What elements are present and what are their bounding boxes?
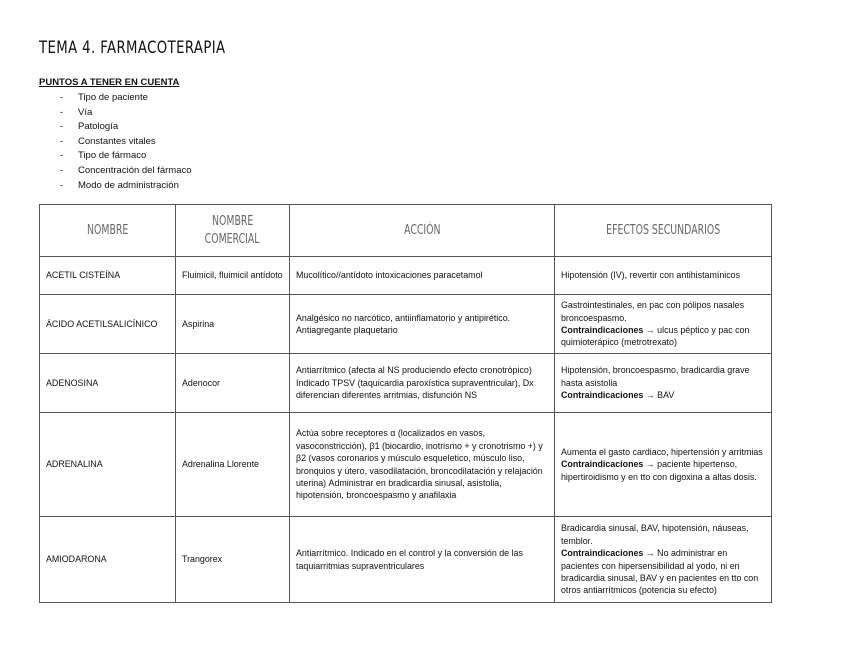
header-nombre: NOMBRE — [40, 205, 176, 257]
cell-accion: Antiarrítmico (afecta al NS produciendo efecto cronotrópico) Indicado TPSV (taquicardia paroxística supraventricular), Dx diferencian diferentes arritmias, disfunción NS — [290, 354, 555, 413]
section-title: PUNTOS A TENER EN CUENTA — [39, 77, 180, 88]
cell-efectos: Hipotensión (IV), revertir con antihistamínicos — [555, 257, 772, 295]
list-item: - Modo de administración — [56, 179, 192, 194]
cell-comercial: Adrenalina Llorente — [176, 413, 290, 517]
table-row — [40, 257, 772, 295]
table-row — [40, 295, 772, 354]
table-row — [40, 517, 772, 603]
list-item: - Vía — [56, 106, 192, 121]
table-header-row — [40, 205, 772, 257]
cell-efectos: Bradicardia sinusal, BAV, hipotensión, náuseas, temblor. Contraindicaciones → No administrar en pacientes con hipersensibilidad al yodo, ni en bradicardia sinusal, BAV y en pacientes en tto con otros antiarrítmicos (potencia su efecto) — [555, 517, 772, 603]
cell-efectos: Hipotensión, broncoespasmo, bradicardia grave hasta asistolia Contraindicaciones → BAV — [555, 354, 772, 413]
header-nombre-comercial: NOMBRE COMERCIAL — [176, 205, 290, 257]
list-item: - Tipo de paciente — [56, 91, 192, 106]
header-efectos: EFECTOS SECUNDARIOS — [555, 205, 772, 257]
table-row — [40, 413, 772, 517]
cell-accion: Antiarrítmico. Indicado en el control y la conversión de las taquiarritmias supraventriculares — [290, 517, 555, 603]
cell-efectos: Gastrointestinales, en pac con pólipos nasales broncoespasmo. Contraindicaciones → ulcus péptico y pac con quimioterápico (metrotrexato) — [555, 295, 772, 354]
points-list — [56, 91, 192, 193]
page-title: TEMA 4. FARMACOTERAPIA — [39, 38, 226, 58]
list-item: - Constantes vitales — [56, 135, 192, 150]
cell-accion: Analgésico no narcótico, antiinflamatorio y antipirético. Antiagregante plaquetario — [290, 295, 555, 354]
cell-comercial: Fluimicil, fluimicil antídoto — [176, 257, 290, 295]
list-item: - Concentración del fármaco — [56, 164, 192, 179]
cell-accion: Mucolítico//antídoto intoxicaciones paracetamol — [290, 257, 555, 295]
cell-nombre: ACETIL CISTEÍNA — [40, 257, 176, 295]
cell-nombre: AMIODARONA — [40, 517, 176, 603]
list-item: - Patología — [56, 120, 192, 135]
cell-nombre: ÁCIDO ACETILSALICÍNICO — [40, 295, 176, 354]
drug-table — [39, 204, 772, 603]
cell-efectos: Aumenta el gasto cardiaco, hipertensión y arritmias Contraindicaciones → paciente hipertenso, hipertiroidismo y en tto con digoxina a altas dosis. — [555, 413, 772, 517]
cell-comercial: Aspirina — [176, 295, 290, 354]
cell-nombre: ADENOSINA — [40, 354, 176, 413]
cell-nombre: ADRENALINA — [40, 413, 176, 517]
list-item: - Tipo de fármaco — [56, 149, 192, 164]
cell-accion: Actúa sobre receptores α (localizados en vasos, vasoconstricción), β1 (biocardio, inotrismo + y cronotrismo +) y β2 (vasos coronarios y músculo esqueletico, músculo liso, bronquios y útero, vasodilatación, broncodilatación y relajación uterina) Administrar en bradicardia sinusal, asistolia, hipotensión, broncoespasmo y anafilaxia — [290, 413, 555, 517]
cell-comercial: Trangorex — [176, 517, 290, 603]
table-row — [40, 354, 772, 413]
header-accion: ACCIÓN — [290, 205, 555, 257]
cell-comercial: Adenocor — [176, 354, 290, 413]
